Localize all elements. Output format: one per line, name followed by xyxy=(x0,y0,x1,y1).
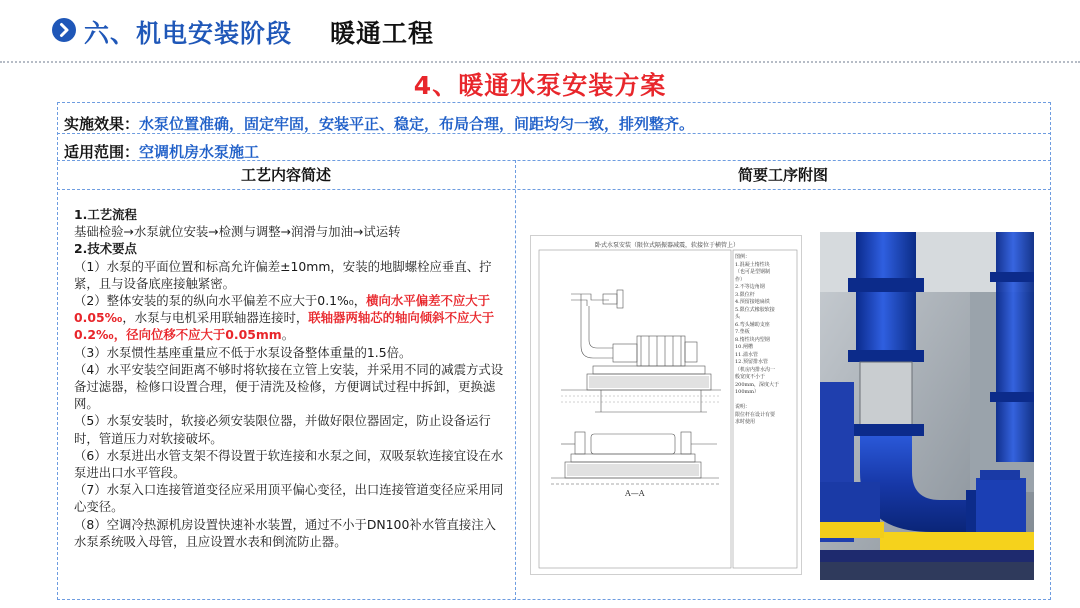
row-divider xyxy=(57,133,1051,134)
column-header-figures: 简要工序附图 xyxy=(737,166,828,184)
key-point-2 xyxy=(74,292,506,344)
drawing-legend xyxy=(735,254,801,427)
column-header-process: 工艺内容简述 xyxy=(240,166,331,184)
legend-line: 12.预留排水管 xyxy=(735,359,768,365)
legend-line: 200mm，深度大于 xyxy=(735,381,780,388)
legend-line: 7.垫板 xyxy=(735,329,750,335)
scope-row xyxy=(64,141,259,162)
legend-line: 100mm） xyxy=(735,389,760,395)
legend-line: 10.闸槽 xyxy=(735,344,753,350)
heading-key-points: 2.技术要点 xyxy=(74,241,137,257)
key-point-2-text: 。 xyxy=(281,327,295,343)
legend-line: 般宽度不小于 xyxy=(735,374,766,380)
row-divider xyxy=(57,160,1051,161)
legend-line: 6.弯头辅助支座 xyxy=(735,321,770,328)
row-divider xyxy=(57,189,1051,190)
key-point-5: （5）水泵安装时，软接必须安装限位器，并做好限位器固定，防止设备运行时，管道压力对软接破坏。 xyxy=(74,413,491,446)
legend-line: 4.预留接地扁铁 xyxy=(735,299,770,305)
drawing-title: 卧式水泵安装（限位式隔振器减震，软接位于横管上） xyxy=(594,242,739,249)
key-point-2-text: （2）整体安装的泵的纵向水平偏差不应大于0.1%₀， xyxy=(74,293,367,309)
scope-value: 空调机房水泵施工 xyxy=(139,143,260,161)
key-point-2-highlight: 联轴器两轴芯的轴向倾斜不应大于0.2%₀，径向位移不应大于0.05mm xyxy=(74,310,495,343)
legend-line: （也可是型钢制 xyxy=(735,269,771,275)
legend-line: 说明： xyxy=(735,404,751,410)
section-label: A—A xyxy=(625,489,645,498)
legend-line: 作） xyxy=(735,276,746,283)
legend-line: 1.混凝土惰性块 xyxy=(735,261,770,268)
process-description xyxy=(74,206,506,550)
key-point-1: （1）水泵的平面位置和标高允许偏差±10mm，安装的地脚螺栓应垂直、拧紧，且与设备底座接触紧密。 xyxy=(74,258,492,291)
legend-line: 5.限位式橡胶软接 xyxy=(735,306,775,313)
slide-header xyxy=(0,0,1080,62)
legend-line: 2.不等边角钢 xyxy=(735,284,765,290)
legend-line: 限位杆在设计有要 xyxy=(735,411,776,418)
page-title: 4、暖通水泵安装方案 xyxy=(413,71,667,100)
key-point-7: （7）水泵入口连接管道变径应采用顶平偏心变径，出口连接管道变径应采用同心变径。 xyxy=(74,482,504,515)
effect-value: 水泵位置准确，固定牢固，安装平正、稳定，布局合理，间距均匀一致，排列整齐。 xyxy=(139,115,695,133)
key-point-4: （4）水平安装空间距离不够时将软接在立管上安装，并采用不同的减震方式设备过滤器，检修口设置合理，便于清洗及检修，方便调试过程中拆卸，更换滤网。 xyxy=(74,361,504,412)
effect-label: 实施效果： xyxy=(64,115,140,133)
legend-line xyxy=(735,397,801,405)
key-point-2-highlight: 横向水平偏差不应大于0.05%₀ xyxy=(74,293,491,326)
topic-title: 暖通工程 xyxy=(330,19,435,48)
key-point-3: （3）水泵惯性基座重量应不低于水泵设备整体重量的1.5倍。 xyxy=(74,344,412,360)
column-divider xyxy=(515,160,516,600)
section-title: 六、机电安装阶段 xyxy=(84,19,293,48)
pump-photo-illustration xyxy=(820,232,1034,580)
legend-line: 图例： xyxy=(735,254,751,260)
scope-label: 适用范围： xyxy=(64,143,140,161)
legend-line: （机房内排水沟一 xyxy=(735,366,776,373)
key-point-8: （8）空调冷热源机房设置快速补水装置，通过不小于DN100补水管直接注入水泵系统吸入母管，且应设置水表和倒流防止器。 xyxy=(74,516,497,549)
chevron-right-icon xyxy=(52,18,76,42)
legend-line: 3.限位杆 xyxy=(735,291,755,298)
legend-line: 11.溢水管 xyxy=(735,351,758,358)
pump-installation-drawing xyxy=(530,235,802,575)
legend-line: 头 xyxy=(735,314,741,320)
workflow-steps: 基础检验→水泵就位安装→检测与调整→润滑与加油→试运转 xyxy=(74,224,401,240)
pump-installation-photo xyxy=(820,232,1034,580)
key-point-2-text: ，水泵与电机采用联轴器连接时， xyxy=(122,310,309,326)
effect-row xyxy=(64,113,694,134)
header-divider xyxy=(0,61,1080,63)
legend-line: 求时使用 xyxy=(735,419,756,425)
key-point-6: （6）水泵进出水管支架不得设置于软连接和水泵之间，双吸泵软连接宜设在水泵进出口水平管段。 xyxy=(74,447,504,481)
legend-line: 8.惰性块内型钢 xyxy=(735,336,770,343)
heading-workflow: 1.工艺流程 xyxy=(74,207,137,222)
